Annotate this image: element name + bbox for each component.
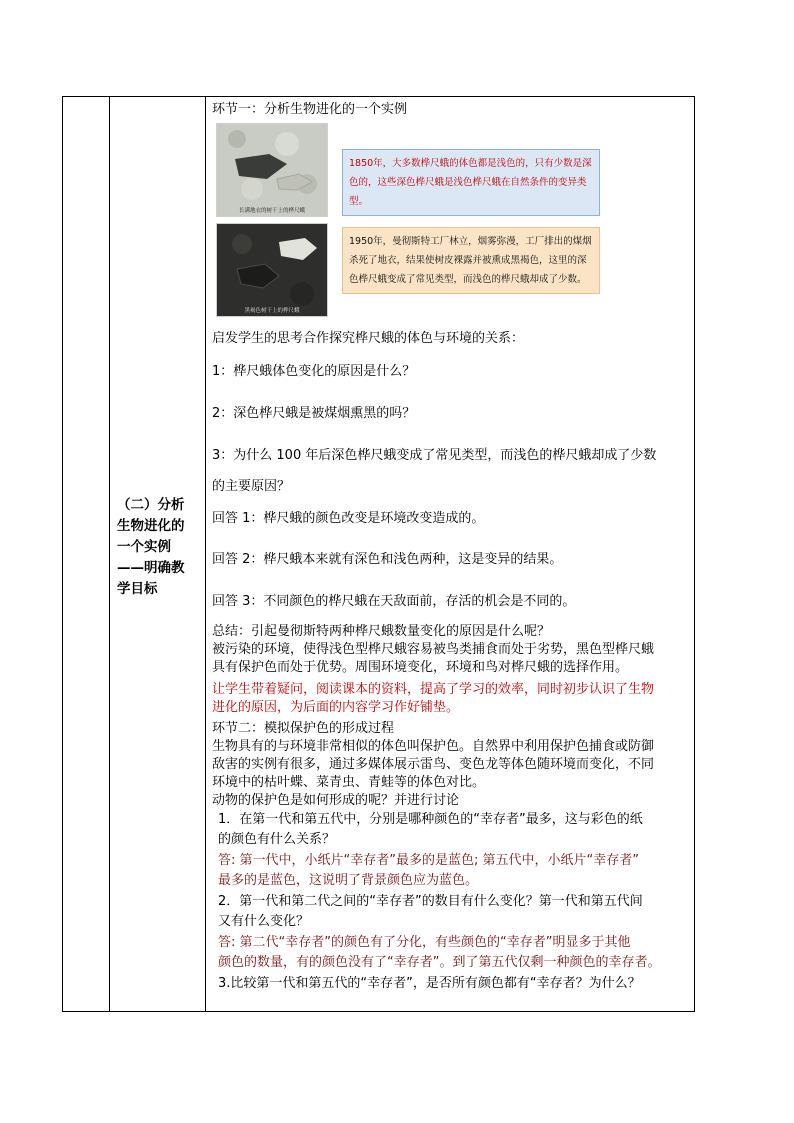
note-1950: 1950年，曼彻斯特工厂林立，烟雾弥漫，工厂排出的煤烟杀死了地衣，结果使树皮裸露并被熏成黑褐色，这里的深色桦尺蛾变成了常见类型，而浅色的桦尺蛾却成了少数。 (342, 227, 600, 294)
discussion-2-cont: 又有什么变化？ (218, 914, 310, 929)
photo-caption: 长满地衣的树干上的桦尺蛾 (238, 208, 305, 214)
question-2: 2：深色桦尺蛾是被煤烟熏黑的吗？ (212, 406, 416, 421)
photo-light-moth (216, 123, 328, 217)
discussion-1-answer: 最多的是蓝色，这说明了背景颜色应为蓝色。 (218, 873, 479, 888)
lesson-table (62, 96, 695, 1012)
question-3-cont: 的主要原因？ (212, 479, 291, 494)
discussion-1-cont: 的颜色有什么关系？ (218, 832, 336, 847)
column-divider (109, 97, 110, 1011)
question-1: 1：桦尺蛾体色变化的原因是什么？ (212, 364, 416, 379)
column-divider (205, 97, 206, 1011)
discussion-3: 3.比较第一代和第五代的“幸存者”，是否所有颜色都有“幸存者？为什么？ (218, 976, 641, 991)
moth-photos (216, 123, 330, 323)
design-intent: 进化的原因，为后面的内容学习作好铺垫。 (212, 700, 460, 715)
note-1850: 1850年，大多数桦尺蛾的体色都是浅色的，只有少数是深色的，这些深色桦尺蛾是浅色桦尺蛾在自然条件的变异类型。 (342, 149, 600, 216)
discussion-1: 1．在第一代和第五代中，分别是哪种颜色的“幸存者”最多，这与彩色的纸 (218, 812, 643, 827)
question-3: 3：为什么 100 年后深色桦尺蛾变成了常见类型，而浅色的桦尺蛾却成了少数 (212, 448, 657, 463)
discussion-2-answer: 颜色的数量，有的颜色没有了“幸存者”。到了第五代仅剩一种颜色的幸存者。 (218, 955, 661, 970)
summary-line: 被污染的环境，使得浅色型桦尺蛾容易被鸟类捕食而处于劣势，黑色型桦尺蛾 (212, 642, 655, 657)
section2-title: 环节二：模拟保护色的形成过程 (212, 721, 395, 736)
summary-line: 具有保护色而处于优势。周围环境变化，环境和鸟对桦尺蛾的选择作用。 (212, 660, 629, 675)
summary-question: 总结：引起曼彻斯特两种桦尺蛾数量变化的原因是什么呢？ (212, 624, 551, 639)
section1-title: 环节一：分析生物进化的一个实例 (212, 102, 408, 117)
intro-text: 启发学生的思考合作探究桦尺蛾的体色与环境的关系： (212, 331, 525, 346)
answer-2: 回答 2：桦尺蛾本来就有深色和浅色两种，这是变异的结果。 (212, 552, 563, 567)
discussion-2: 2．第一代和第二代之间的“幸存者”的数目有什么变化？第一代和第五代间 (218, 894, 643, 909)
photo-dark-moth (216, 223, 328, 317)
section2-text: 生物具有的与环境非常相似的体色叫保护色。自然界中利用保护色捕食或防御 (212, 739, 655, 754)
section2-text: 环境中的枯叶蝶、菜青虫、青蛙等的体色对比。 (212, 775, 486, 790)
photo-caption: 黑褐色树干上的桦尺蛾 (244, 308, 300, 314)
section2-text: 动物的保护色是如何形成的呢？并进行讨论 (212, 793, 460, 808)
discussion-1-answer: 答: 第一代中，小纸片“幸存者”最多的是蓝色; 第五代中，小纸片“幸存者” (218, 853, 639, 868)
section2-text: 敌害的实例有很多，通过多媒体展示雷鸟、变色龙等体色随环境而变化，不同 (212, 757, 655, 772)
answer-3: 回答 3：不同颜色的桦尺蛾在天敌面前，存活的机会是不同的。 (212, 594, 576, 609)
discussion-2-answer: 答: 第二代“幸存者”的颜色有了分化，有些颜色的“幸存者”明显多于其他 (218, 935, 631, 950)
design-intent: 让学生带着疑问，阅读课本的资料，提高了学习的效率，同时初步认识了生物 (212, 682, 655, 697)
answer-1: 回答 1：桦尺蛾的颜色改变是环境改变造成的。 (212, 511, 485, 526)
stage-label: （二）分析生物进化的一个实例——明确教学目标 (117, 497, 185, 597)
